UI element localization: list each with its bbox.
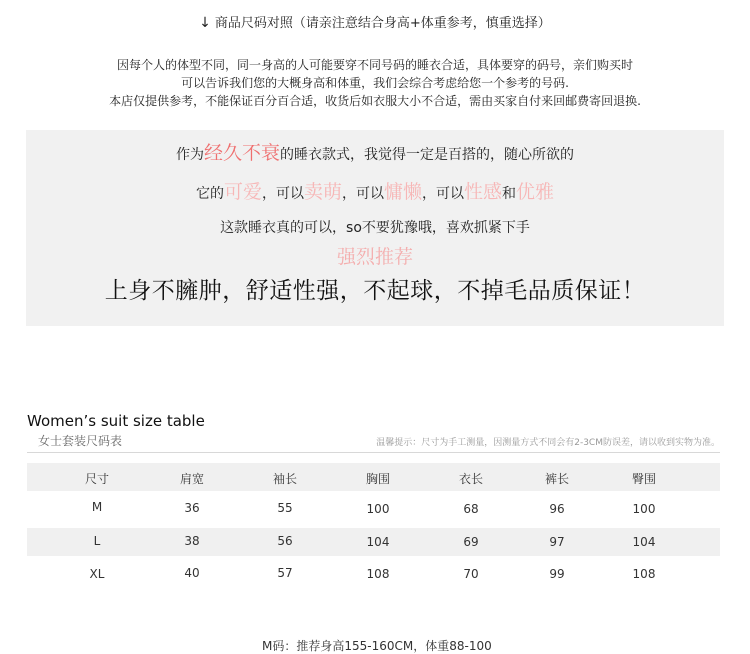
table-cell: 57	[277, 566, 293, 580]
notice-line-3: 本店仅提供参考，不能保证百分百合适，收货后如衣服大小不合适，需由买家自付来回邮费寄回退换.	[109, 94, 641, 108]
size-table-title: Women’s suit size table	[27, 412, 205, 430]
table-cell: M	[91, 500, 103, 514]
table-cell: 99	[549, 567, 565, 581]
size-guide-title: 商品尺码对照（请亲注意结合身高+体重参考，慎重选择）	[214, 16, 551, 31]
table-cell: 100	[366, 502, 390, 516]
table-header-cell: 裤长	[544, 472, 569, 486]
table-header-cell: 胸围	[365, 472, 390, 486]
table-cell: 108	[366, 567, 390, 581]
promo-text: ，可以	[341, 186, 384, 202]
table-cell: 70	[463, 567, 479, 581]
table-cell: 108	[632, 567, 656, 581]
table-cell: 56	[277, 534, 293, 548]
table-cell: 96	[549, 502, 565, 516]
promo-text: 它的	[195, 186, 224, 202]
promo-text: 作为	[175, 147, 204, 163]
promo-recommend: 强烈推荐	[336, 246, 413, 268]
size-table-tip: 温馨提示：尺寸为手工测量，因测量方式不同会有2-3CM防误差，请以收到实物为准。	[376, 438, 720, 448]
table-cell: 68	[463, 502, 479, 516]
notice-line-1: 因每个人的体型不同，同一身高的人可能要穿不同号码的睡衣合适，具体要穿的码号，亲们购买时	[116, 58, 633, 72]
table-header-cell: 臀围	[631, 472, 656, 486]
promo-line-2	[26, 177, 724, 204]
promo-highlight: 可爱	[223, 181, 262, 203]
table-cell: 100	[632, 502, 656, 516]
table-cell: 104	[632, 535, 656, 549]
promo-highlight: 经久不衰	[203, 142, 280, 164]
size-guide-header	[0, 12, 750, 31]
down-arrow-icon: ↓	[199, 15, 211, 31]
table-cell: 40	[184, 566, 200, 580]
notice-line-2: 可以告诉我们您的大概身高和体重，我们会综合考虑给您一个参考的号码.	[181, 76, 569, 90]
table-header-cell: 肩宽	[179, 472, 204, 486]
table-cell: 36	[184, 501, 200, 515]
promo-highlight: 性感	[464, 181, 503, 203]
promo-line-1	[26, 138, 724, 165]
table-header-cell: 袖长	[272, 472, 297, 486]
size-table-subtitle: 女士套装尺码表	[38, 434, 123, 448]
table-cell: XL	[89, 567, 105, 581]
size-recommendation-m: M码：推荐身高155-160CM，体重88-100	[262, 639, 492, 653]
promo-quality-claim: 上身不臃肿，舒适性强，不起球，不掉毛品质保证！	[104, 278, 646, 304]
table-cell: L	[93, 534, 101, 548]
table-header-cell: 衣长	[458, 472, 483, 486]
promo-text: ，可以	[261, 186, 304, 202]
promo-text: 和	[502, 186, 517, 202]
table-divider	[27, 452, 720, 453]
promo-line-3: 这款睡衣真的可以，so不要犹豫哦，喜欢抓紧下手	[220, 220, 530, 236]
table-cell: 69	[463, 535, 479, 549]
table-cell: 55	[277, 501, 293, 515]
promo-highlight: 优雅	[516, 181, 555, 203]
table-cell: 97	[549, 535, 565, 549]
promo-text: ，可以	[422, 186, 464, 202]
promo-highlight: 慵懒	[383, 181, 422, 203]
promo-text: 的睡衣款式，我觉得一定是百搭的，随心所欲的	[280, 147, 574, 163]
table-header-cell: 尺寸	[84, 472, 109, 486]
table-cell: 38	[184, 534, 200, 548]
table-cell: 104	[366, 535, 390, 549]
promo-highlight: 卖萌	[303, 181, 342, 203]
